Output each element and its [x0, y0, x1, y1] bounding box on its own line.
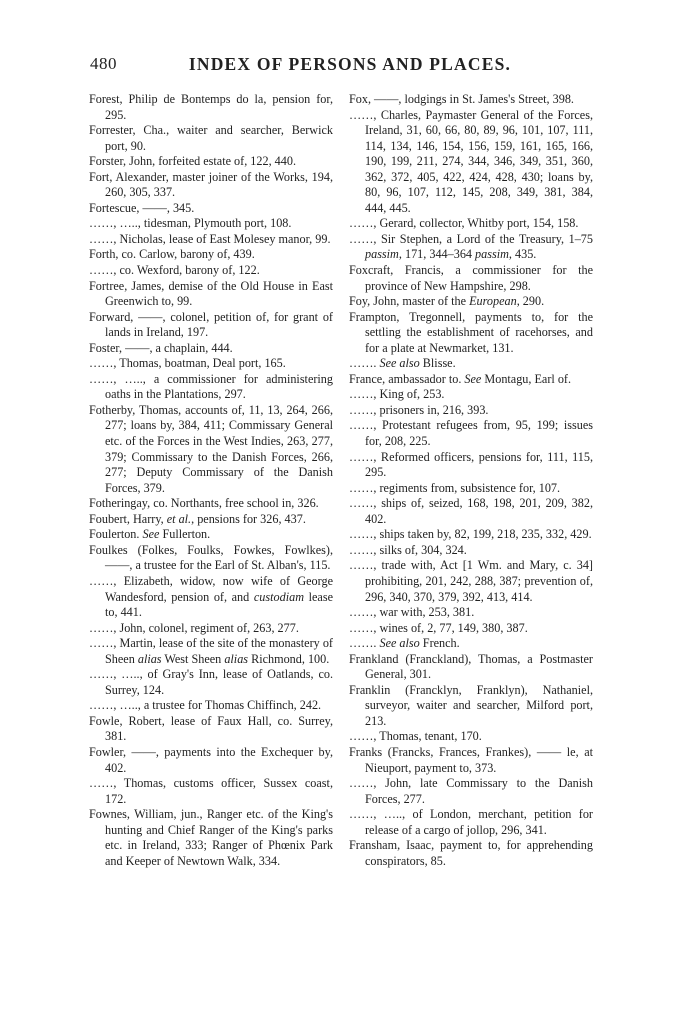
index-entry: Fownes, William, jun., Ranger etc. of the King's hunting and Chief Ranger of the King's parks etc. in Ireland, 333; Ranger of Phœnix Park and Keeper of Newtown Walk, 334. [89, 807, 333, 868]
index-entry: ……, Thomas, customs officer, Sussex coast, 172. [89, 776, 333, 806]
index-entry: ……, Nicholas, lease of East Molesey manor, 99. [89, 231, 331, 246]
index-entry: Forrester, Cha., waiter and searcher, Berwick port, 90. [89, 123, 333, 153]
index-entry: Fotherby, Thomas, accounts of, 11, 13, 264, 266, 277; loans by, 384, 411; Commissary General etc. of the Forces in the West Indies, 263, 277, 379; Commissary to the Danish Forces, 266, 277; Deputy Commissary of the Danish Forces, 379. [89, 402, 333, 495]
index-entry: ……, trade with, Act [1 Wm. and Mary, c. 34] prohibiting, 201, 242, 288, 387; prevention of, 296, 340, 370, 379, 392, 413, 414. [349, 558, 593, 604]
index-entry: ……. See also Blisse. [349, 356, 456, 371]
index-entry: ……, Thomas, boatman, Deal port, 165. [89, 356, 286, 371]
index-entry: ……. See also French. [349, 636, 460, 651]
index-entry: Forest, Philip de Bontemps do la, pension for, 295. [89, 92, 333, 122]
page-number: 480 [90, 54, 117, 73]
index-entry: Foster, ——, a chaplain, 444. [89, 340, 233, 355]
index-entry: ……, Protestant refugees from, 95, 199; issues for, 208, 225. [349, 418, 593, 449]
index-entry: ……, silks of, 304, 324. [349, 542, 467, 557]
index-entry: Fowle, Robert, lease of Faux Hall, co. Surrey, 381. [89, 713, 333, 744]
index-entry: ……, Charles, Paymaster General of the Forces, Ireland, 31, 60, 66, 80, 89, 96, 101, 107, 111, 114, 134, 146, 154, 156, 159, 161, 165, 166, 190, 199, 211, 274, 344, 346, 349, 351, 360, 362, 372, 405, 422, 424, 428, 430; loans by, 80, 96, 107, 112, 145, 208, 349, 381, 384, 444, 445. [349, 107, 593, 215]
index-entry: Franklin (Francklyn, Franklyn), Nathaniel, surveyor, waiter and searcher, Milford port, 213. [349, 682, 593, 728]
index-entry: Frampton, Tregonnell, payments to, for the settling the establishment of racehorses, and for a plate at Newmarket, 131. [349, 309, 593, 355]
index-entry: ……, war with, 253, 381. [349, 605, 475, 620]
index-column-left [89, 92, 333, 869]
index-entry: Franks (Francks, Frances, Frankes), —— le, at Nieuport, payment to, 373. [349, 744, 593, 775]
index-entry: Fortree, James, demise of the Old House in East Greenwich to, 99. [89, 278, 333, 309]
index-entry: ……, prisoners in, 216, 393. [349, 402, 489, 417]
index-entry: Fransham, Isaac, payment to, for apprehending conspirators, 85. [349, 838, 593, 868]
index-entry: ……, King of, 253. [349, 387, 445, 402]
index-entry: ……, Martin, lease of the site of the monastery of Sheen alias West Sheen alias Richmond, 100. [89, 636, 333, 666]
index-entry: ……, ….., a commissioner for administering oaths in the Plantations, 297. [89, 371, 333, 402]
index-entry: ……, John, colonel, regiment of, 263, 277. [89, 620, 299, 635]
index-entry: Fox, ——, lodgings in St. James's Street, 398. [349, 92, 574, 106]
running-title: INDEX OF PERSONS AND PLACES. [188, 54, 512, 74]
index-entry: Fort, Alexander, master joiner of the Works, 194, 260, 305, 337. [89, 169, 333, 200]
index-entry: Fotheringay, co. Northants, free school in, 326. [89, 496, 319, 511]
index-entry: Foulerton. See Fullerton. [89, 527, 211, 542]
index-entry: ……, ships taken by, 82, 199, 218, 235, 332, 429. [349, 527, 592, 542]
index-entry: ……, Sir Stephen, a Lord of the Treasury, 1–75 passim, 171, 344–364 passim, 435. [349, 231, 593, 262]
index-entry: ……, Gerard, collector, Whitby port, 154, 158. [349, 216, 579, 231]
index-entry: Foulkes (Folkes, Foulks, Fowkes, Fowlkes), ——, a trustee for the Earl of St. Alban's, 115. [89, 542, 333, 573]
index-entry: ……, ….., of London, merchant, petition for release of a cargo of jollop, 296, 341. [349, 807, 593, 837]
index-entry: ……, Thomas, tenant, 170. [349, 729, 482, 744]
index-entry: Foubert, Harry, et al., pensions for 326, 437. [89, 511, 306, 526]
index-entry: Frankland (Franckland), Thomas, a Postmaster General, 301. [349, 651, 593, 682]
index-entry: ……, regiments from, subsistence for, 107. [349, 480, 561, 495]
index-entry: Forster, John, forfeited estate of, 122, 440. [89, 154, 296, 169]
index-entry: Fortescue, ——, 345. [89, 200, 195, 215]
page-header [90, 54, 610, 80]
index-entry: Forth, co. Carlow, barony of, 439. [89, 247, 255, 262]
index-entry: Forward, ——, colonel, petition of, for grant of lands in Ireland, 197. [89, 309, 333, 340]
index-entry: Foxcraft, Francis, a commissioner for the province of New Hampshire, 298. [349, 263, 593, 293]
index-entry: France, ambassador to. See Montagu, Earl of. [349, 371, 572, 386]
index-entry: ……, John, late Commissary to the Danish Forces, 277. [349, 776, 593, 806]
index-entry: Fowler, ——, payments into the Exchequer by, 402. [89, 744, 333, 775]
index-entry: ……, ….., a trustee for Thomas Chiffinch, 242. [89, 698, 322, 713]
index-entry: Foy, John, master of the European, 290. [349, 294, 545, 309]
index-entry: ……, ….., tidesman, Plymouth port, 108. [89, 216, 292, 231]
index-entry: ……, co. Wexford, barony of, 122. [89, 263, 260, 278]
index-entry: ……, wines of, 2, 77, 149, 380, 387. [349, 620, 528, 635]
index-entry: ……, Reformed officers, pensions for, 111, 115, 295. [349, 449, 593, 480]
index-entry: ……, Elizabeth, widow, now wife of George Wandesford, pension of, and custodiam lease to, 441. [89, 573, 333, 620]
index-entry: ……, ships of, seized, 168, 198, 201, 209, 382, 402. [349, 496, 593, 526]
index-entry: ……, ….., of Gray's Inn, lease of Oatlands, co. Surrey, 124. [89, 667, 333, 697]
index-column-right [349, 92, 593, 869]
